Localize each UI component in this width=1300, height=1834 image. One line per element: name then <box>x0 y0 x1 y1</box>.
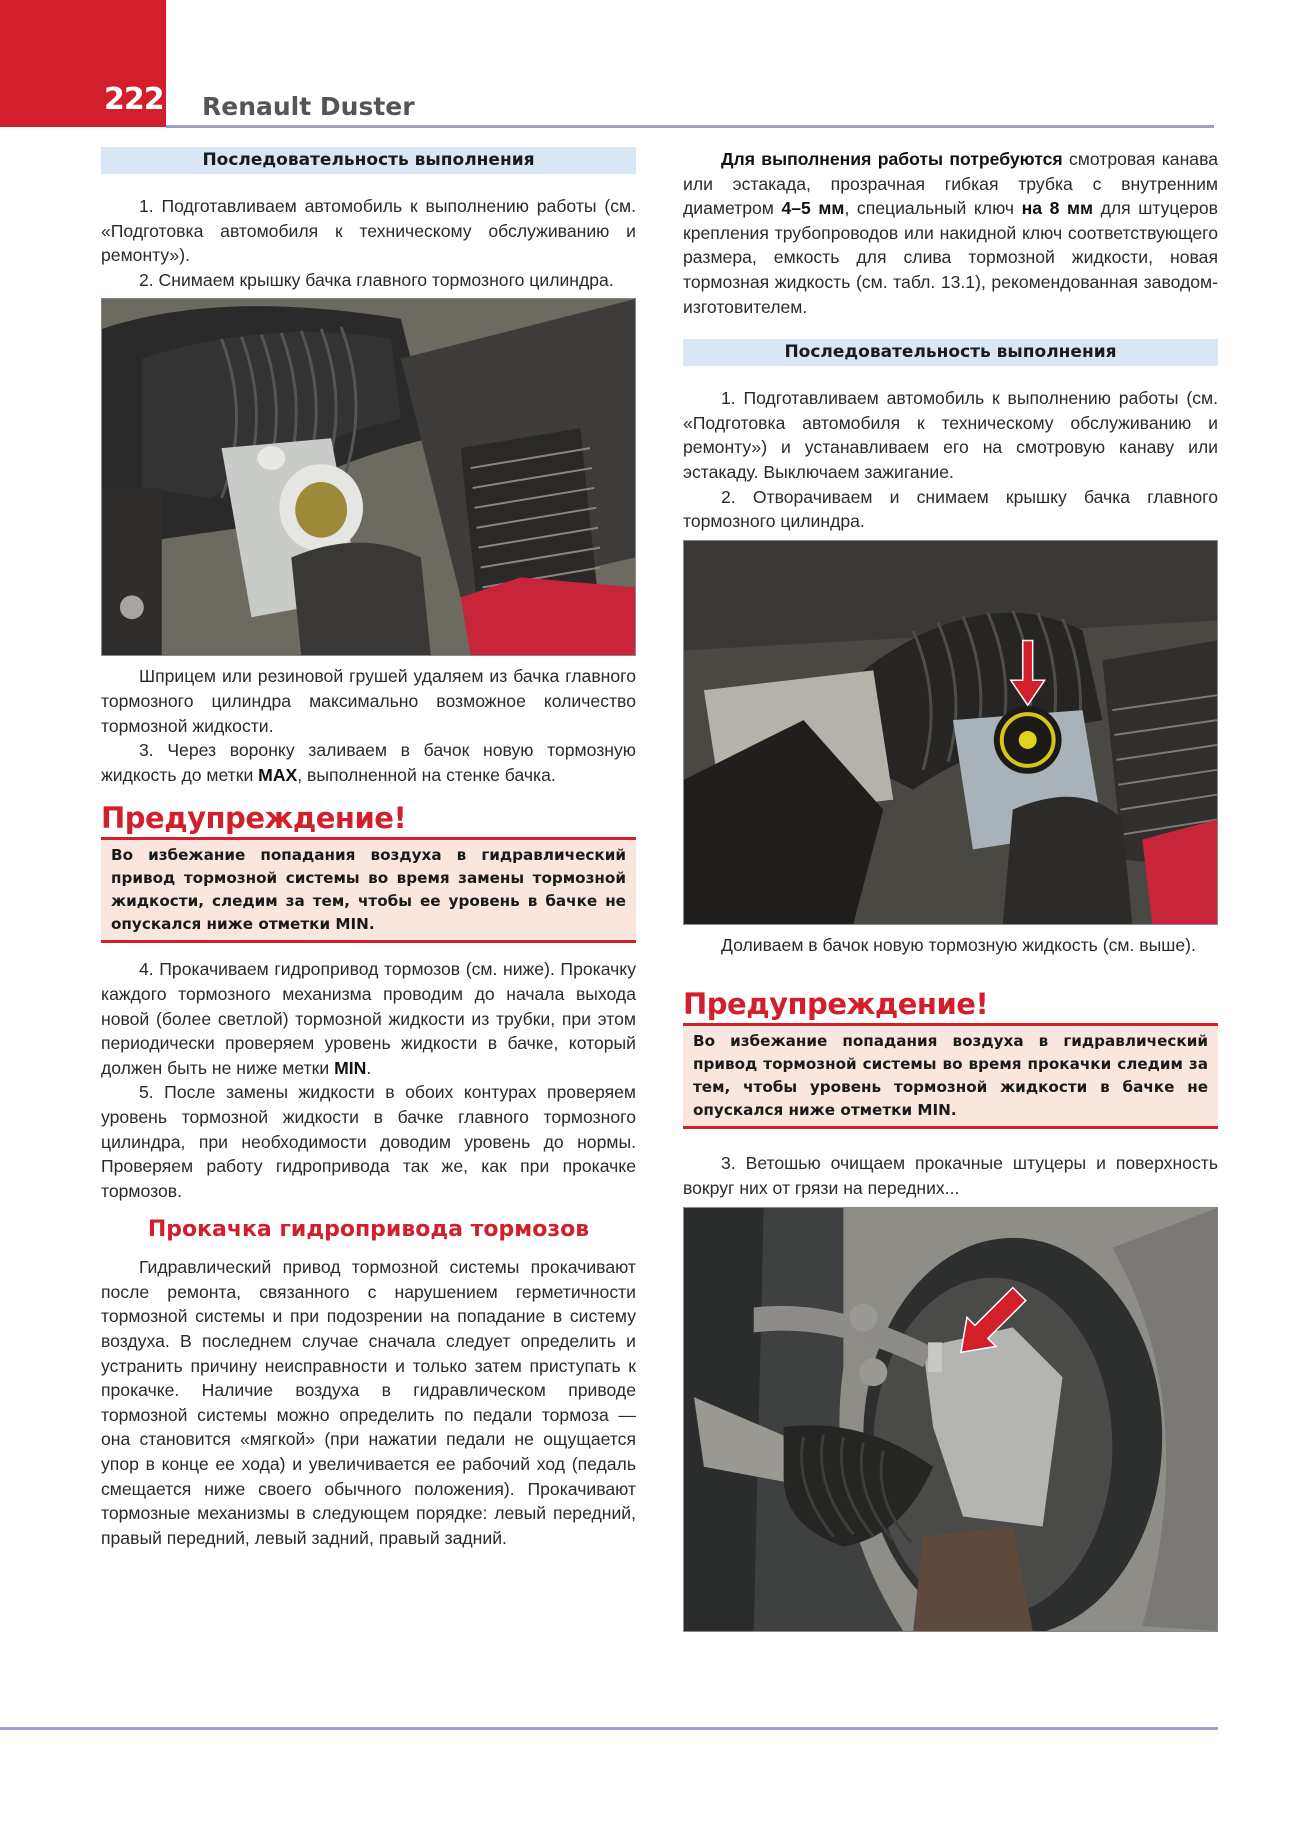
max-mark: MAX <box>258 764 298 785</box>
sequence-header-right: Последовательность выполнения <box>683 339 1218 366</box>
step-1-right: 1. Подготавливаем автомобиль к выполнению работы (см. «Подготовка автомобиля к техническому обслуживанию и ремонту») и устанавливаем его на смотровую канаву или эстакаду. Выключаем зажигание. <box>683 388 1218 482</box>
step-3-right: 3. Ветошью очищаем прокачные штуцеры и поверхность вокруг них от грязи на передних... <box>683 1153 1218 1198</box>
right-column <box>683 147 1218 1632</box>
header-divider <box>166 125 1214 128</box>
syringe-instruction: Шприцем или резиновой грушей удаляем из бачка главного тормозного цилиндра максимально возможное количество тормозной жидкости. <box>101 666 636 736</box>
page-number: 222 <box>104 82 164 117</box>
photo-reservoir-open <box>101 298 636 656</box>
step-5-left: 5. После замены жидкости в обоих контурах проверяем уровень тормозной жидкости в бачке главного тормозного цилиндра, при необходимости доводим уровень до нормы. Проверяем работу гидропривода так же, как при прокачке тормозов. <box>101 1082 636 1201</box>
engine-bay-arrow-photo-icon <box>684 541 1217 924</box>
book-title: Renault Duster <box>202 92 415 121</box>
step-4-left: 4. Прокачиваем гидропривод тормозов (см. ниже). Прокачку каждого тормозного механизма проводим до начала выхода новой (более светлой) тормозной жидкости из трубки, при этом периодически проверяем уровень жидкости в бачке, который должен быть не ниже метки MIN. <box>101 959 636 1078</box>
section-heading-bleeding: Прокачка гидропривода тормозов <box>147 1217 590 1243</box>
warning-box-left: Во избежание попадания воздуха в гидравлический привод тормозной системы во время замены тормозной жидкости, следим за тем, чтобы ее уровень в бачке не опускался ниже отметки MIN. <box>101 837 636 943</box>
tools-required: Для выполнения работы потребуются смотровая канава или эстакада, прозрачная гибкая трубка с внутренним диаметром 4–5 мм, специальный ключ на 8 мм для штуцеров крепления трубопроводов или накидной ключ соответствующего размера, емкость для слива тормозной жидкости, новая тормозная жидкость (см. табл. 13.1), рекомендованная заводом-изготовителем. <box>683 149 1218 317</box>
warning-title-right: Предупреждение! <box>683 987 989 1022</box>
warning-title-left: Предупреждение! <box>101 801 407 836</box>
wheel-caliper-photo-icon <box>684 1208 1217 1631</box>
warning-box-right: Во избежание попадания воздуха в гидравлический привод тормозной системы во время прокачки следим за тем, чтобы уровень тормозной жидкости в бачке не опускался ниже отметки MIN. <box>683 1023 1218 1129</box>
sequence-header-left: Последовательность выполнения <box>101 147 636 174</box>
step-1-left: 1. Подготавливаем автомобиль к выполнению работы (см. «Подготовка автомобиля к техническому обслуживанию и ремонту»). <box>101 196 636 266</box>
bleeding-description: Гидравлический привод тормозной системы прокачивают после ремонта, связанного с нарушением герметичности тормозной системы и при подозрении на попадание в систему воздуха. В последнем случае сначала следует определить и устранить причину неисправности и только затем приступать к прокачке. Наличие воздуха в гидравлическом приводе тормозной системы можно определить по педали тормоза — она становится «мягкой» (при нажатии педали не ощущается упор в конце ее хода) и увеличивается ее рабочий ход (педаль смещается ниже своего обычного положения). Прокачивают тормозные механизмы в следующем порядке: левый передний, правый передний, левый задний, правый задний. <box>101 1257 636 1548</box>
photo-reservoir-cap <box>683 540 1218 925</box>
footer-divider <box>0 1727 1218 1730</box>
step-2-right: 2. Отворачиваем и снимаем крышку бачка главного тормозного цилиндра. <box>683 486 1218 532</box>
engine-bay-photo-icon <box>102 299 635 655</box>
left-column <box>101 147 636 1550</box>
min-mark: MIN <box>334 1057 367 1078</box>
topup-instruction: Доливаем в бачок новую тормозную жидкость (см. выше). <box>721 934 1196 955</box>
photo-caliper-bleed-nipple <box>683 1207 1218 1632</box>
step-3-left: 3. Через воронку заливаем в бачок новую тормозную жидкость до метки MAX, выполненной на стенке бачка. <box>101 740 636 785</box>
step-2-left: 2. Снимаем крышку бачка главного тормозного цилиндра. <box>139 269 614 290</box>
